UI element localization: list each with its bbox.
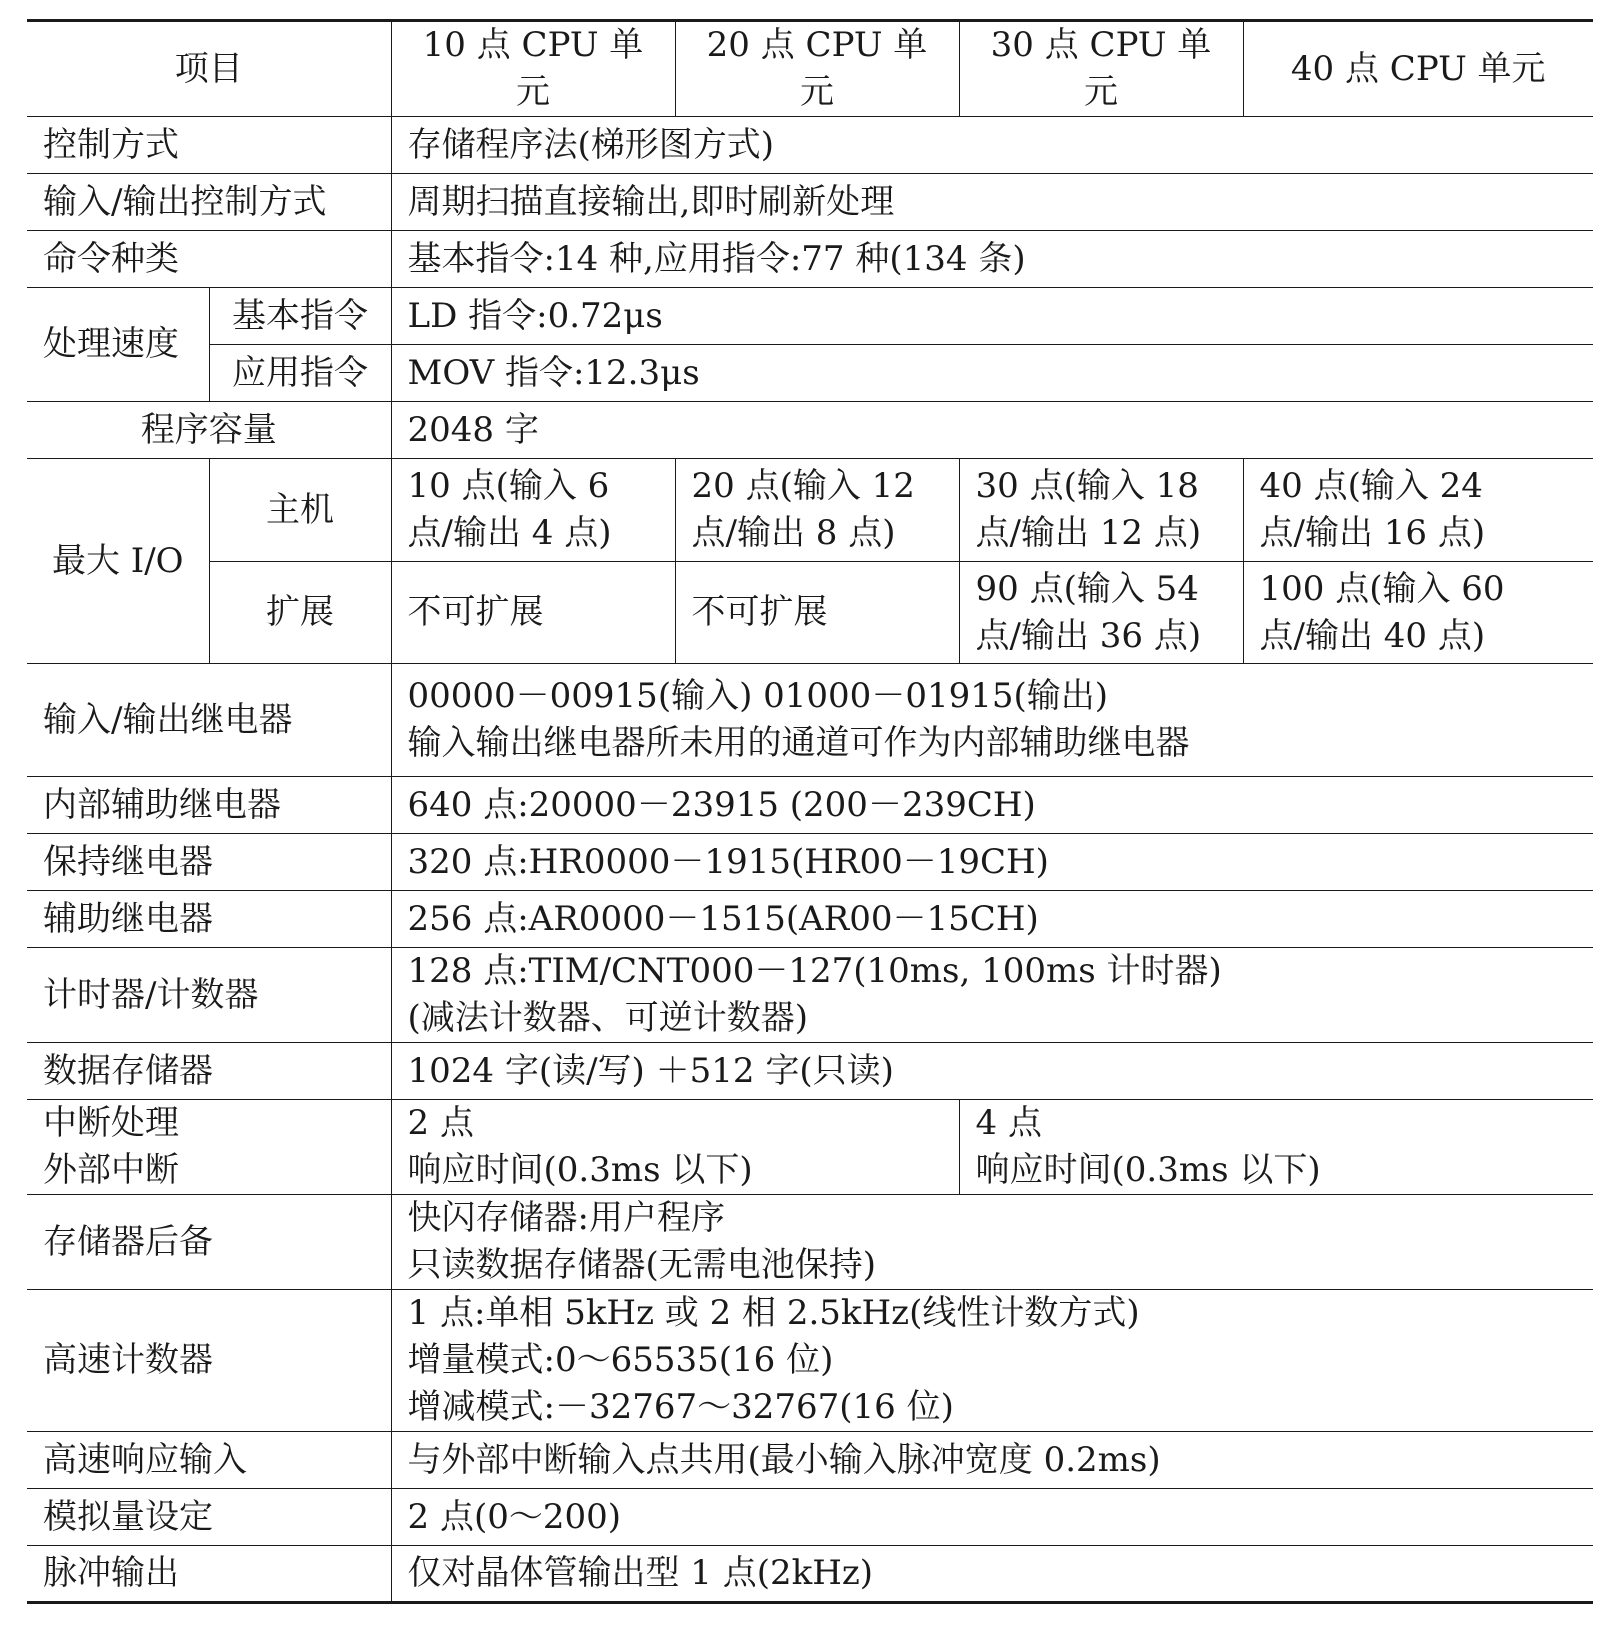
row-program-capacity [27, 402, 1593, 459]
label-io-relay: 输入/输出继电器 [27, 664, 391, 777]
label-data-memory: 数据存储器 [27, 1043, 391, 1100]
value-hold-relay: 320 点:HR0000－1915(HR00－19CH) [391, 834, 1593, 891]
header-row [27, 21, 1593, 117]
value-max-io-host-20: 20 点(输入 12 点/输出 8 点) [675, 459, 959, 562]
row-control-method [27, 117, 1593, 174]
value-max-io-ext-10: 不可扩展 [391, 562, 675, 664]
value-control-method: 存储程序法(梯形图方式) [391, 117, 1593, 174]
label-timer-counter: 计时器/计数器 [27, 948, 391, 1043]
header-cpu20: 20 点 CPU 单元 [675, 21, 959, 117]
value-program-capacity: 2048 字 [391, 402, 1593, 459]
label-hs-counter: 高速计数器 [27, 1290, 391, 1432]
spec-table [27, 19, 1593, 1604]
row-instruction-types [27, 231, 1593, 288]
label-analog-setting: 模拟量设定 [27, 1489, 391, 1546]
value-speed-app: MOV 指令:12.3μs [391, 345, 1593, 402]
value-hs-input: 与外部中断输入点共用(最小输入脉冲宽度 0.2ms) [391, 1432, 1593, 1489]
row-data-memory [27, 1043, 1593, 1100]
header-cpu30: 30 点 CPU 单元 [959, 21, 1243, 117]
row-hs-counter [27, 1290, 1593, 1432]
label-hold-relay: 保持继电器 [27, 834, 391, 891]
value-io-relay: 00000－00915(输入) 01000－01915(输出) 输入输出继电器所未用的通道可作为内部辅助继电器 [391, 664, 1593, 777]
header-item: 项目 [27, 21, 391, 117]
row-io-relay [27, 664, 1593, 777]
label-instruction-types: 命令种类 [27, 231, 391, 288]
value-data-memory: 1024 字(读/写) ＋512 字(只读) [391, 1043, 1593, 1100]
row-speed-app [27, 345, 1593, 402]
row-max-io-ext [27, 562, 1593, 664]
row-hold-relay [27, 834, 1593, 891]
label-aux-relay: 辅助继电器 [27, 891, 391, 948]
row-max-io-host [27, 459, 1593, 562]
label-max-io: 最大 I/O [27, 459, 209, 664]
row-interrupt [27, 1100, 1593, 1195]
value-max-io-ext-20: 不可扩展 [675, 562, 959, 664]
row-speed-basic [27, 288, 1593, 345]
label-program-capacity: 程序容量 [27, 402, 391, 459]
value-io-control: 周期扫描直接输出,即时刷新处理 [391, 174, 1593, 231]
row-aux-relay [27, 891, 1593, 948]
label-internal-relay: 内部辅助继电器 [27, 777, 391, 834]
value-pulse-output: 仅对晶体管输出型 1 点(2kHz) [391, 1546, 1593, 1603]
value-max-io-host-10: 10 点(输入 6 点/输出 4 点) [391, 459, 675, 562]
label-hs-input: 高速响应输入 [27, 1432, 391, 1489]
value-internal-relay: 640 点:20000－23915 (200－239CH) [391, 777, 1593, 834]
value-interrupt-4pt: 4 点 响应时间(0.3ms 以下) [959, 1100, 1593, 1195]
row-memory-backup [27, 1195, 1593, 1290]
label-speed: 处理速度 [27, 288, 209, 402]
label-pulse-output: 脉冲输出 [27, 1546, 391, 1603]
row-analog-setting [27, 1489, 1593, 1546]
label-speed-app: 应用指令 [209, 345, 391, 402]
value-max-io-host-40: 40 点(输入 24 点/输出 16 点) [1243, 459, 1593, 562]
row-timer-counter [27, 948, 1593, 1043]
value-memory-backup: 快闪存储器:用户程序 只读数据存储器(无需电池保持) [391, 1195, 1593, 1290]
value-analog-setting: 2 点(0～200) [391, 1489, 1593, 1546]
label-max-io-ext: 扩展 [209, 562, 391, 664]
row-pulse-output [27, 1546, 1593, 1603]
label-control-method: 控制方式 [27, 117, 391, 174]
value-max-io-ext-30: 90 点(输入 54 点/输出 36 点) [959, 562, 1243, 664]
value-aux-relay: 256 点:AR0000－1515(AR00－15CH) [391, 891, 1593, 948]
header-cpu10: 10 点 CPU 单元 [391, 21, 675, 117]
header-cpu40: 40 点 CPU 单元 [1243, 21, 1593, 117]
label-io-control: 输入/输出控制方式 [27, 174, 391, 231]
row-io-control [27, 174, 1593, 231]
row-hs-input [27, 1432, 1593, 1489]
label-speed-basic: 基本指令 [209, 288, 391, 345]
value-max-io-host-30: 30 点(输入 18 点/输出 12 点) [959, 459, 1243, 562]
row-internal-relay [27, 777, 1593, 834]
value-interrupt-2pt: 2 点 响应时间(0.3ms 以下) [391, 1100, 959, 1195]
value-timer-counter: 128 点:TIM/CNT000－127(10ms, 100ms 计时器) (减法计数器、可逆计数器) [391, 948, 1593, 1043]
value-instruction-types: 基本指令:14 种,应用指令:77 种(134 条) [391, 231, 1593, 288]
label-memory-backup: 存储器后备 [27, 1195, 391, 1290]
label-interrupt: 中断处理 外部中断 [27, 1100, 391, 1195]
value-max-io-ext-40: 100 点(输入 60 点/输出 40 点) [1243, 562, 1593, 664]
value-hs-counter: 1 点:单相 5kHz 或 2 相 2.5kHz(线性计数方式) 增量模式:0～65535(16 位) 增减模式:－32767～32767(16 位) [391, 1290, 1593, 1432]
label-max-io-host: 主机 [209, 459, 391, 562]
value-speed-basic: LD 指令:0.72μs [391, 288, 1593, 345]
